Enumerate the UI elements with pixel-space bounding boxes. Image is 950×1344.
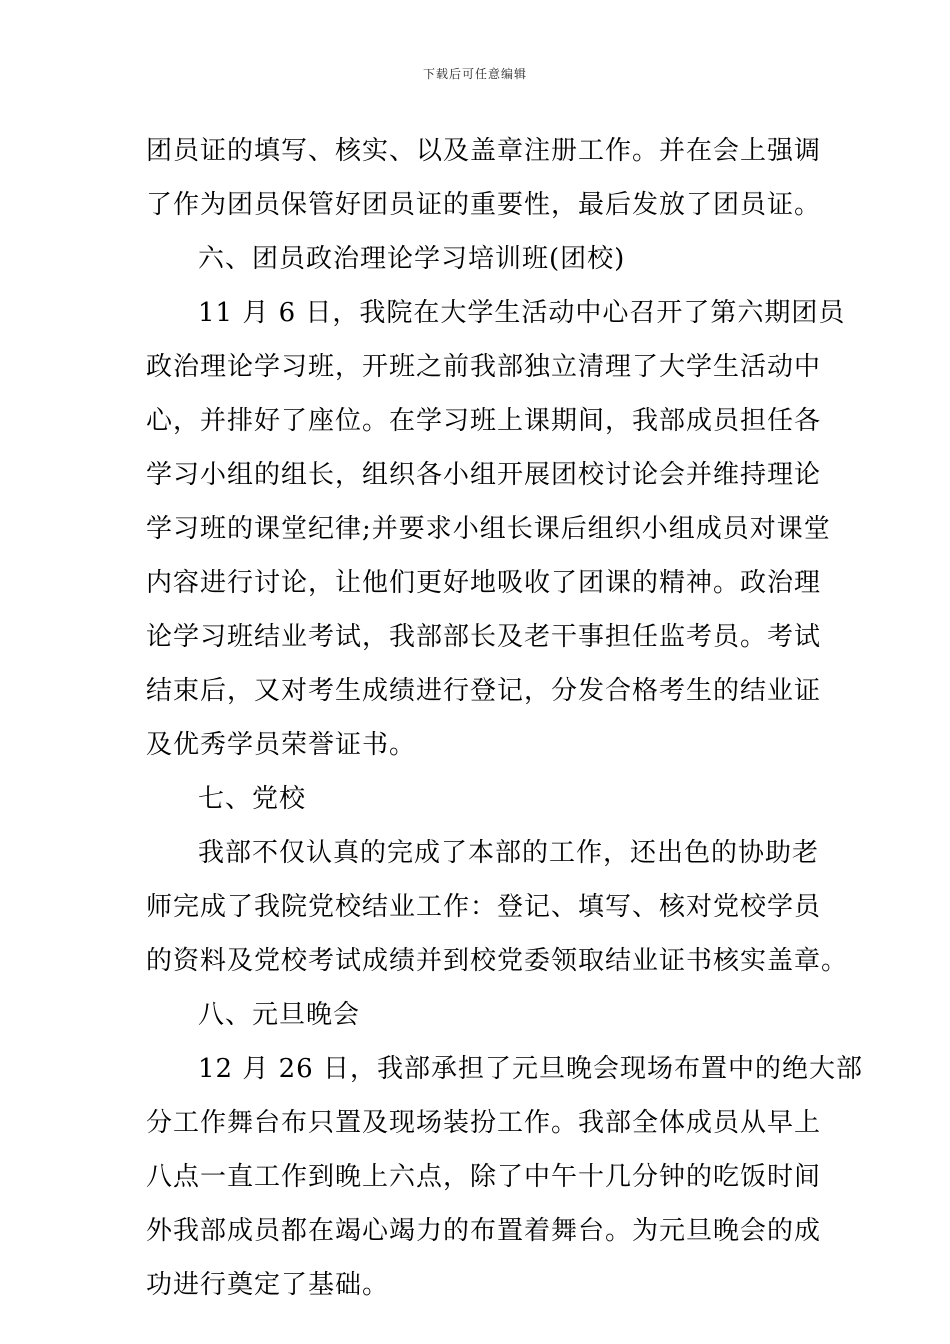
- text-line: 心，并排好了座位。在学习班上课期间，我部成员担任各: [146, 406, 822, 436]
- paragraph-start: 12 月 26 日，我部承担了元旦晚会现场布置中的绝大部: [198, 1054, 863, 1084]
- text-line: 师完成了我院党校结业工作：登记、填写、核对党校学员: [146, 892, 822, 922]
- text-line: 了作为团员保管好团员证的重要性，最后发放了团员证。: [146, 190, 822, 220]
- text-line: 团员证的填写、核实、以及盖章注册工作。并在会上强调: [146, 136, 822, 166]
- text-line: 学习小组的组长，组织各小组开展团校讨论会并维持理论: [146, 460, 822, 490]
- text-line: 及优秀学员荣誉证书。: [146, 730, 417, 760]
- text-line: 政治理论学习班，开班之前我部独立清理了大学生活动中: [146, 352, 822, 382]
- text-line: 八点一直工作到晚上六点，除了中午十几分钟的吃饭时间: [146, 1162, 822, 1192]
- section-heading: 八、元旦晚会: [198, 1000, 361, 1030]
- text-line: 学习班的课堂纪律;并要求小组长课后组织小组成员对课堂: [146, 514, 831, 544]
- page-header: 下载后可任意编辑: [422, 67, 527, 81]
- text-line: 内容进行讨论，让他们更好地吸收了团课的精神。政治理: [146, 568, 822, 598]
- text-line: 结束后，又对考生成绩进行登记，分发合格考生的结业证: [146, 676, 822, 706]
- document-body: [146, 124, 863, 1312]
- paragraph-start: 11 月 6 日，我院在大学生活动中心召开了第六期团员: [198, 298, 846, 328]
- text-line: 功进行奠定了基础。: [146, 1270, 390, 1300]
- section-heading: 七、党校: [198, 784, 307, 814]
- text-line: 外我部成员都在竭心竭力的布置着舞台。为元旦晚会的成: [146, 1216, 822, 1246]
- text-line: 论学习班结业考试，我部部长及老干事担任监考员。考试: [146, 622, 822, 652]
- text-line: 分工作舞台布只置及现场装扮工作。我部全体成员从早上: [146, 1108, 822, 1138]
- text-line: 的资料及党校考试成绩并到校党委领取结业证书核实盖章。: [146, 946, 849, 976]
- section-heading: 六、团员政治理论学习培训班(团校): [198, 244, 626, 274]
- paragraph-start: 我部不仅认真的完成了本部的工作，还出色的协助老: [198, 838, 820, 868]
